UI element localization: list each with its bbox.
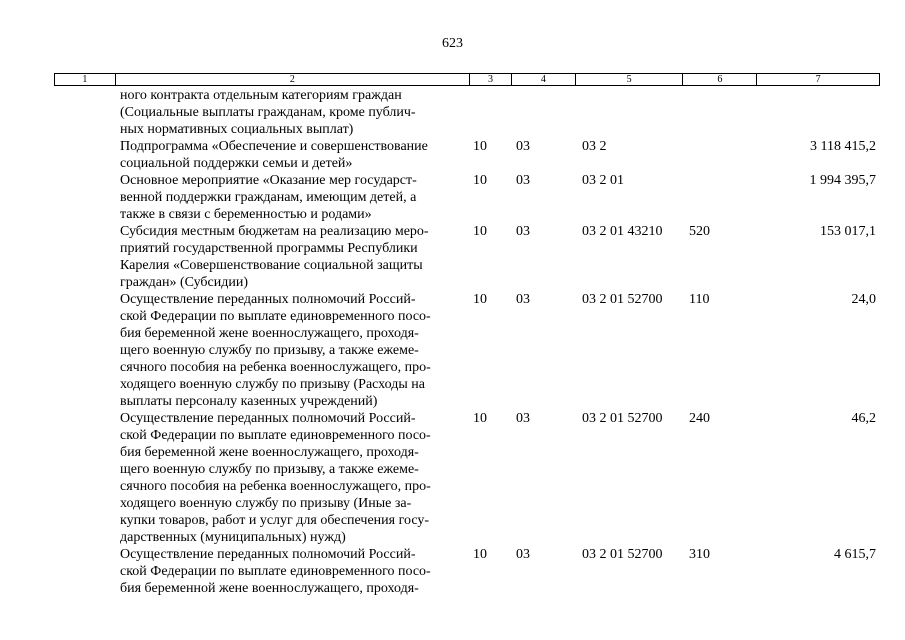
row-name: Основное мероприятие «Оказание мер государст- венной поддержки гражданам, имеющим детей, а также в связи с беременностью и родами» xyxy=(120,173,417,222)
row-subsection: 03 xyxy=(516,292,530,307)
table-row xyxy=(0,291,905,410)
column-header-2: 2 xyxy=(116,74,470,85)
column-header-3: 3 xyxy=(470,74,512,85)
row-sum: 153 017,1 xyxy=(820,224,876,239)
page-number: 623 xyxy=(442,36,463,51)
row-name: Осуществление переданных полномочий Россий- ской Федерации по выплате единовременного посо- бия беременной жене военнослужащего, проходя- xyxy=(120,547,431,596)
table-row xyxy=(0,223,905,291)
table-row xyxy=(0,546,905,597)
row-expense-type: 310 xyxy=(689,547,710,562)
row-subsection: 03 xyxy=(516,173,530,188)
row-target-code: 03 2 xyxy=(582,139,607,154)
row-subsection: 03 xyxy=(516,547,530,562)
row-name: Подпрограмма «Обеспечение и совершенствование социальной поддержки семьи и детей» xyxy=(120,139,428,171)
table-body xyxy=(0,87,905,597)
row-section: 10 xyxy=(473,547,487,562)
column-header-1: 1 xyxy=(55,74,116,85)
table-header xyxy=(54,73,880,86)
table-row xyxy=(0,172,905,223)
column-header-6: 6 xyxy=(683,74,757,85)
column-header-4: 4 xyxy=(512,74,576,85)
row-target-code: 03 2 01 52700 xyxy=(582,411,663,426)
row-sum: 4 615,7 xyxy=(834,547,876,562)
row-target-code: 03 2 01 43210 xyxy=(582,224,663,239)
row-sum: 3 118 415,2 xyxy=(810,139,876,154)
row-expense-type: 240 xyxy=(689,411,710,426)
table-row xyxy=(0,138,905,172)
table-row xyxy=(0,410,905,546)
row-section: 10 xyxy=(473,292,487,307)
row-sum: 46,2 xyxy=(851,411,876,426)
column-header-5: 5 xyxy=(576,74,684,85)
row-section: 10 xyxy=(473,173,487,188)
column-header-7: 7 xyxy=(815,74,821,85)
row-target-code: 03 2 01 xyxy=(582,173,624,188)
row-expense-type: 520 xyxy=(689,224,710,239)
row-subsection: 03 xyxy=(516,224,530,239)
row-name: Осуществление переданных полномочий Россий- ской Федерации по выплате единовременного посо- бия беременной жене военнослужащего, проходя- щего военную службу по призыву, а также ежеме- сячного пособия на ребенка военнослужащего, про- ходящего военную службу по призыву (Расходы на выплаты персоналу казенных учреждений) xyxy=(120,292,431,409)
row-expense-type: 110 xyxy=(689,292,710,307)
table-row xyxy=(0,87,905,138)
row-name: Субсидия местным бюджетам на реализацию меро- приятий государственной программы Республики Карелия «Совершенствование социальной защиты граждан» (Субсидии) xyxy=(120,224,429,290)
row-section: 10 xyxy=(473,224,487,239)
row-name: Осуществление переданных полномочий Россий- ской Федерации по выплате единовременного посо- бия беременной жене военнослужащего, проходя- щего военную службу по призыву, а также ежеме- сячного пособия на ребенка военнослужащего, про- ходящего военную службу по призыву (Иные за- купки товаров, работ и услуг для обеспечения госу- дарственных (муниципальных) нужд) xyxy=(120,411,431,545)
row-sum: 1 994 395,7 xyxy=(809,173,876,188)
row-target-code: 03 2 01 52700 xyxy=(582,547,663,562)
row-subsection: 03 xyxy=(516,411,530,426)
row-target-code: 03 2 01 52700 xyxy=(582,292,663,307)
row-name: ного контракта отдельным категориям граждан (Социальные выплаты гражданам, кроме публич- ных нормативных социальных выплат) xyxy=(120,88,416,137)
row-subsection: 03 xyxy=(516,139,530,154)
row-sum: 24,0 xyxy=(851,292,876,307)
row-section: 10 xyxy=(473,411,487,426)
row-section: 10 xyxy=(473,139,487,154)
